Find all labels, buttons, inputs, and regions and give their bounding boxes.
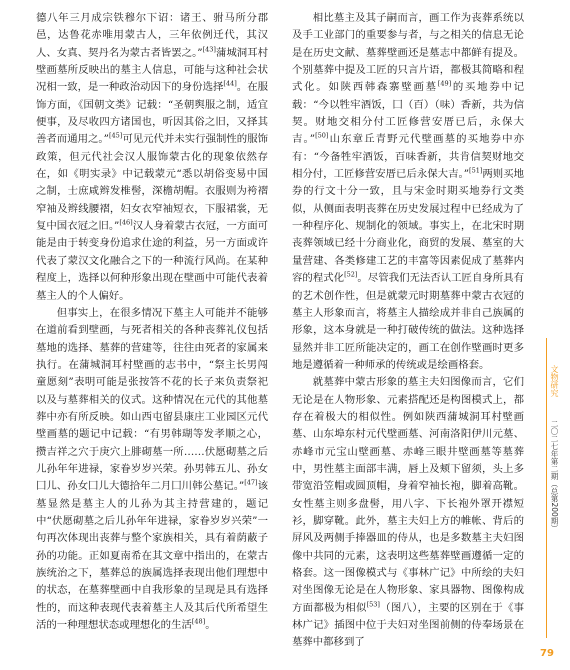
- text-run: 山东章丘青野元代壁画墓的买地券中亦有：“今备牲牢酒饭，百味香新，共肯信契财地交相分付，工匠修营安厝已后永保大吉。”: [292, 133, 524, 181]
- text-run: 但事实上，在很多情况下墓主人可能并不能够在道前看到壁画，与死者相关的各种丧葬礼仪包括墓地的选择、墓葬的营建等，往往由死者的家属来执行。在蒲城洞耳村壁画的志书中，“祭主长男闯童愿刻”表明可能是张按答不花的长子来负责祭祀以及与墓葬相关的仪式。这种情况在元代的其他墓葬中亦有所反映。如山西屯留县康庄工业园区元代壁画墓的题记中记载：“有男韩瑚等发孝顺之心，攒吉祥之穴于庚穴上腓砌墓一所……伏愿砌墓之后儿孙年年进禄，家眷岁岁兴荣。孙男韩五儿、孙女囗儿、孙女囗儿大德拾年二月囗川韩公墓记。”: [36, 306, 268, 493]
- text-run: 相比墓主及其子嗣而言，画工作为丧葬系统以及手工业部门的重要参与者，与之相关的信息无论是在历史文献、墓葬壁画还是墓志中都鲜有提及。个别墓葬中提及工匠的只言片语，都极其简略和程式化。如陕西韩森寨壁画墓: [292, 12, 524, 94]
- text-run: 的买地券中记载：“今以牲牢酒饭，囗（百）（味）香新，共为信契。财地交相分付工匠修营安厝已后，永保大吉。”: [292, 81, 525, 146]
- paragraph-1: [36, 10, 268, 305]
- sidebar-rule: [546, 338, 547, 638]
- footnote-ref: [47]: [244, 478, 258, 487]
- paragraph-4: [292, 374, 524, 652]
- text-run: 。在服饰方面，《国朝文类》记载：“圣朝舆服之制，适宜便事，及尽收四方诸国也，听因其俗之旧，又择其善者而通用之。”: [36, 81, 269, 146]
- footnote-ref: [44]: [223, 79, 237, 88]
- issue-label: 二〇二七年第二期（总第200期）: [550, 420, 559, 532]
- footnote-ref: [51]: [469, 166, 483, 175]
- page-number: 79: [540, 648, 554, 659]
- footnote-ref: [48]: [191, 617, 206, 626]
- text-run: 。: [205, 619, 216, 632]
- text-run: 两则买地券的行文十分一致，且与宋金时期买地券行文类似，从侧面表明丧葬在历史发展过程中已经成为了一种程序化、规制化的领域。事实上，在北宋时期丧葬领域已经十分商业化，商贸的发展、墓室的大量营建、各类修建工艺的丰富等因素促成了墓葬内容的程式化: [292, 168, 524, 285]
- footnote-ref: [45]: [108, 131, 123, 140]
- section-label: 文物研究: [550, 365, 559, 397]
- page-sidebar: [534, 0, 570, 670]
- left-text-column: [36, 10, 268, 634]
- footnote-ref: [52]: [344, 270, 358, 279]
- paragraph-2: [36, 305, 268, 635]
- text-run: 蒲城洞耳村壁画墓所反映出的墓主人信息，可能与这种社会状况相一致，是一种政治动因下的身份选择: [36, 46, 268, 94]
- footnote-ref: [49]: [437, 79, 452, 88]
- footnote-ref: [46]: [119, 218, 133, 227]
- text-run: 汉人身着蒙古衣冠，一方面可能是由于转变身份追求仕途的利益，另一方面或许代表了蒙汉文化融合之下的一种流行风尚。在某种程度上，选择以何种形象出现在壁画中可能代表着墓主人的个人偏好。: [36, 220, 268, 302]
- text-run: 该墓显然是墓主人的儿孙为其主持营建的，题记中“伏愿砌墓之后儿孙年年进禄，家眷岁岁兴荣”一句再次体现出丧葬与整个家族相关，具有着荫蔽子孙的功能。正如夏南希在其文章中指出的，在蒙古族统治之下，墓葬总的族属选择表现出他们理想中的状态，在墓葬壁画中自我形象的呈现是具有选择性的，而这种表现代表着墓主人及其后代所希望生活的一种理想状态或理想化的生活: [36, 480, 268, 632]
- text-run: （图八），主要的区别在于《事林广记》插图中位于夫妇对坐图前侧的侍奉场景在墓葬中都移到了: [292, 601, 524, 649]
- right-text-column: [292, 10, 524, 652]
- text-run: 。尽管我们无法否认工匠自身所具有的艺术创作性，但是就蒙元时期墓葬中蒙古衣冠的墓主人形象而言，将墓主人描绘成并非自己族属的形象，这本身就是一种打破传统的做法。这种选择显然并非工匠所能决定的，画工在创作壁画时更多地是遵循着一种师承的传统或是绘画格套。: [292, 272, 524, 371]
- footnote-ref: [53]: [366, 600, 380, 609]
- text-run: 就墓葬中蒙古形象的墓主夫妇图像而言，它们无论是在人物形象、元素搭配还是构图模式上，都存在着极大的相似性。例如陕西蒲城洞耳村壁画墓、山东埠东村元代壁画墓、河南洛阳伊川元墓、赤峰市元宝山壁画墓、赤峰三眼井壁画墓等墓葬中，男性墓主面部丰满，唇上及颊下留须，头上多带宽沿笠帽或圆顶帽，身着窄袖长袍，脚着高靴。女性墓主则多盘髻，用八字、下长袍外罩开襟短衫，脚穿靴。此外，墓主夫妇上方的帷帐、背后的屏风及两侧手捧器皿的侍从，也是多数墓主夫妇图像中共同的元素，这表明这些墓葬壁画遵循一定的格套。这一图像模式与《事林广记》中所绘的夫妇对坐图像无论是在人物形象、家具器物、图像构成方面都极为相似: [292, 376, 524, 614]
- paragraph-3: [292, 10, 524, 374]
- text-run: 可见元代并未实行强制性的服饰政策，但元代社会汉人服饰蒙古化的现象依然存在，如《明实录》中记载蒙元“悉以胡俗变易中国之制，士庶咸辫发椎髻，深檐胡帽。衣服则为袴褶窄袖及辫线腰褶，妇女衣窄袖短衣，下服裙裳，无复中国衣冠之旧。”: [36, 133, 268, 233]
- footnote-ref: [50]: [315, 131, 329, 140]
- footnote-ref: [43]: [202, 45, 216, 54]
- text-run: 德八年三月成宗铁穆尔下诏：诸王、驸马所分郡邑，达鲁花赤唯用蒙古人，三年依例迁代，其汉人、女真、契丹名为蒙古者皆罢之。”: [36, 12, 268, 59]
